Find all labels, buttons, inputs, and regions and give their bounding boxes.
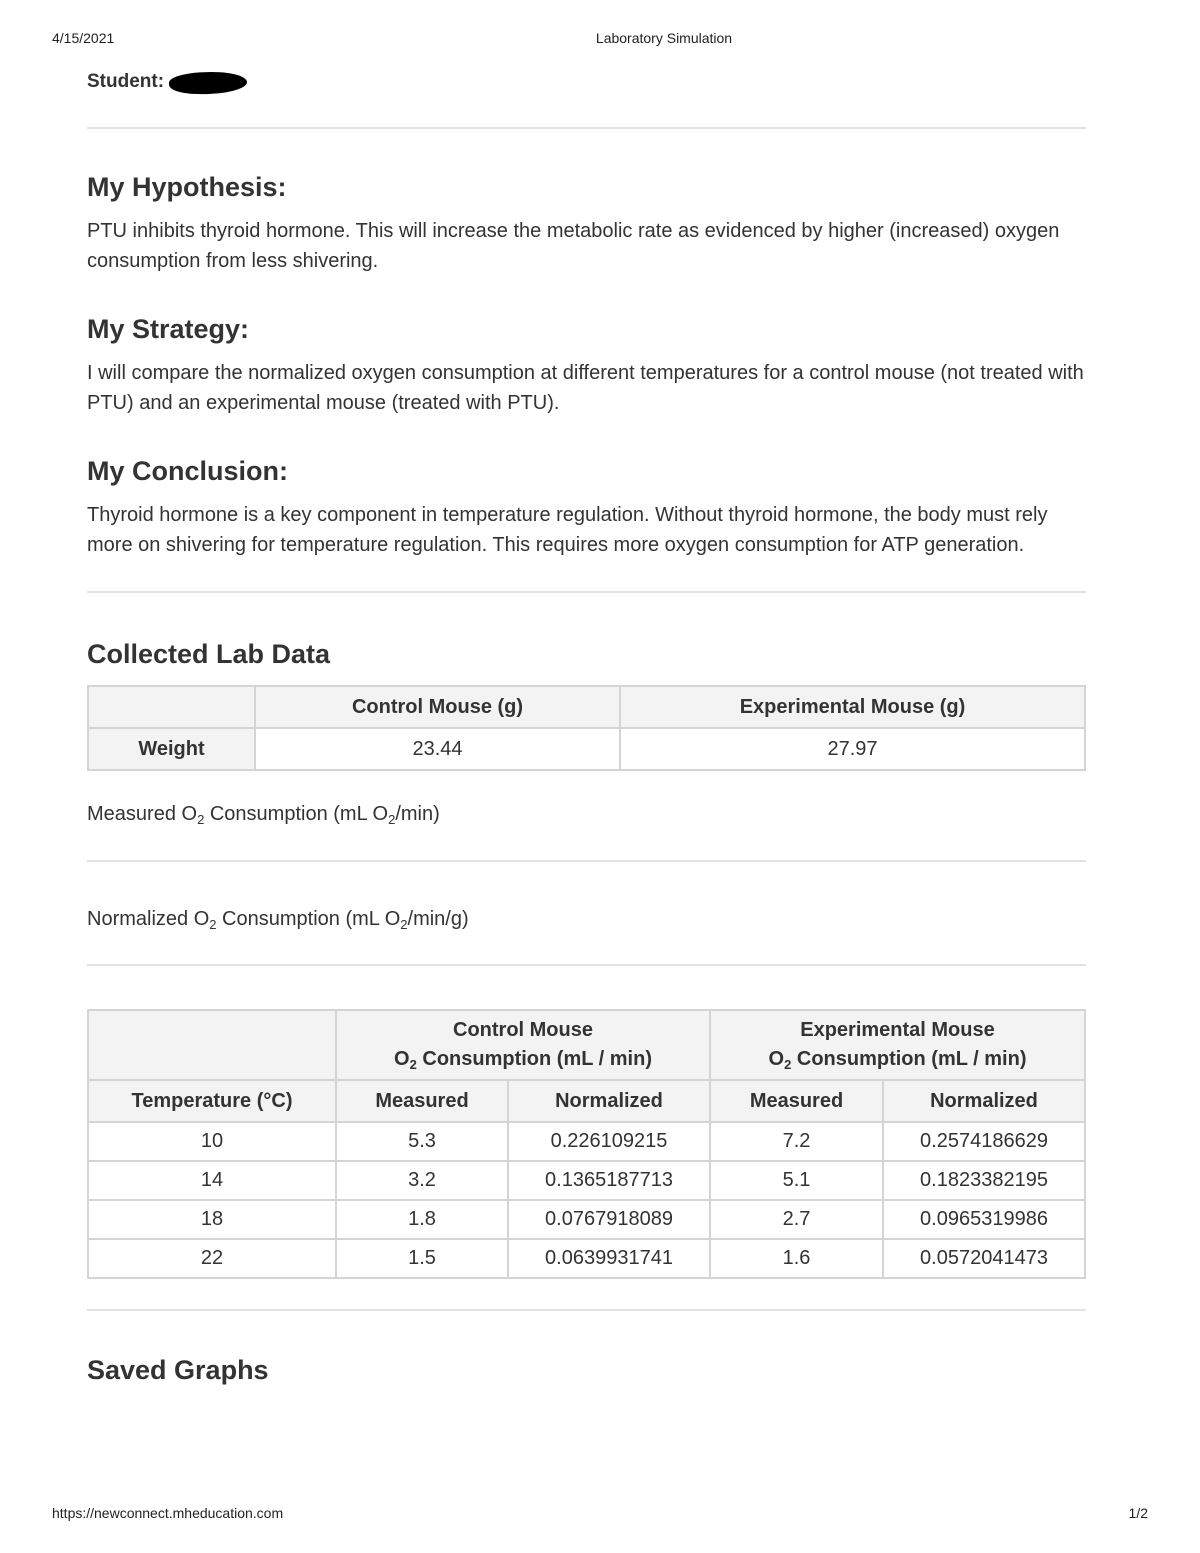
- experimental-weight-value: 27.97: [620, 728, 1085, 770]
- page-number: 1/2: [1128, 1505, 1148, 1521]
- col-control-measured: Measured: [336, 1080, 508, 1122]
- temp-cell: 22: [88, 1239, 336, 1278]
- exp-measured-cell: 5.1: [710, 1161, 883, 1200]
- exp-normalized-cell: 0.0572041473: [883, 1239, 1085, 1278]
- weight-col-control: Control Mouse (g): [255, 686, 620, 728]
- weight-table-corner: [88, 686, 255, 728]
- o2-consumption-table: [87, 1009, 1086, 1279]
- exp-measured-cell: 7.2: [710, 1122, 883, 1161]
- print-title: Laboratory Simulation: [595, 30, 733, 46]
- hypothesis-heading: My Hypothesis:: [87, 172, 287, 202]
- page-url: https://newconnect.mheducation.com: [52, 1505, 284, 1521]
- table-row: [88, 1239, 1085, 1278]
- weight-row-label: Weight: [88, 728, 255, 770]
- table-row: [88, 1200, 1085, 1239]
- table-row: [88, 1122, 1085, 1161]
- weight-col-experimental: Experimental Mouse (g): [620, 686, 1085, 728]
- print-date: 4/15/2021: [52, 30, 115, 46]
- control-normalized-cell: 0.0639931741: [508, 1239, 710, 1278]
- exp-normalized-cell: 0.0965319986: [883, 1200, 1085, 1239]
- weight-table: [87, 685, 1086, 771]
- col-exp-normalized: Normalized: [883, 1080, 1085, 1122]
- print-footer: [0, 1505, 1200, 1525]
- redacted-name-mark: [168, 70, 247, 96]
- temp-cell: 14: [88, 1161, 336, 1200]
- control-normalized-cell: 0.1365187713: [508, 1161, 710, 1200]
- exp-normalized-cell: 0.2574186629: [883, 1122, 1085, 1161]
- control-measured-cell: 1.5: [336, 1239, 508, 1278]
- col-exp-measured: Measured: [710, 1080, 883, 1122]
- saved-graphs-heading: Saved Graphs: [87, 1355, 269, 1385]
- measured-o2-label: Measured $O_2$ Consumption (mL $O_2/\min$): [87, 803, 440, 827]
- control-mouse-group-header: Control Mouse $O_2$ Consumption (mL / min): [336, 1010, 710, 1080]
- report-content: [87, 66, 1086, 1387]
- col-control-normalized: Normalized: [508, 1080, 710, 1122]
- student-row: [87, 66, 1086, 98]
- control-normalized-cell: 0.0767918089: [508, 1200, 710, 1239]
- strategy-text: I will compare the normalized oxygen consumption at different temperatures for a control mouse (not treated with PTU) and an experimental mouse (treated with PTU).: [87, 362, 1084, 414]
- temp-cell: 10: [88, 1122, 336, 1161]
- exp-normalized-cell: 0.1823382195: [883, 1161, 1085, 1200]
- conclusion-heading: My Conclusion:: [87, 456, 288, 486]
- student-label: Student:: [87, 71, 165, 92]
- consumption-table-corner: [88, 1010, 336, 1080]
- control-measured-cell: 3.2: [336, 1161, 508, 1200]
- temp-cell: 18: [88, 1200, 336, 1239]
- lab-data-heading: Collected Lab Data: [87, 639, 331, 669]
- control-measured-cell: 5.3: [336, 1122, 508, 1161]
- exp-measured-cell: 1.6: [710, 1239, 883, 1278]
- control-normalized-cell: 0.226109215: [508, 1122, 710, 1161]
- table-row: [88, 1161, 1085, 1200]
- hypothesis-text: PTU inhibits thyroid hormone. This will increase the metabolic rate as evidenced by higher (increased) oxygen consumption from less shivering.: [87, 220, 1060, 272]
- control-weight-value: 23.44: [255, 728, 620, 770]
- normalized-o2-label: Normalized $O_2$ Consumption (mL $O_2/\min/g$): [87, 908, 469, 932]
- control-measured-cell: 1.8: [336, 1200, 508, 1239]
- experimental-mouse-group-header: Experimental Mouse $O_2$ Consumption (mL / min): [710, 1010, 1085, 1080]
- col-temperature: Temperature (°C): [88, 1080, 336, 1122]
- exp-measured-cell: 2.7: [710, 1200, 883, 1239]
- strategy-heading: My Strategy:: [87, 314, 250, 344]
- conclusion-text: Thyroid hormone is a key component in temperature regulation. Without thyroid hormone, the body must rely more on shivering for temperature regulation. This requires more oxygen consumption for ATP generation.: [87, 504, 1048, 556]
- print-header: [0, 30, 1200, 50]
